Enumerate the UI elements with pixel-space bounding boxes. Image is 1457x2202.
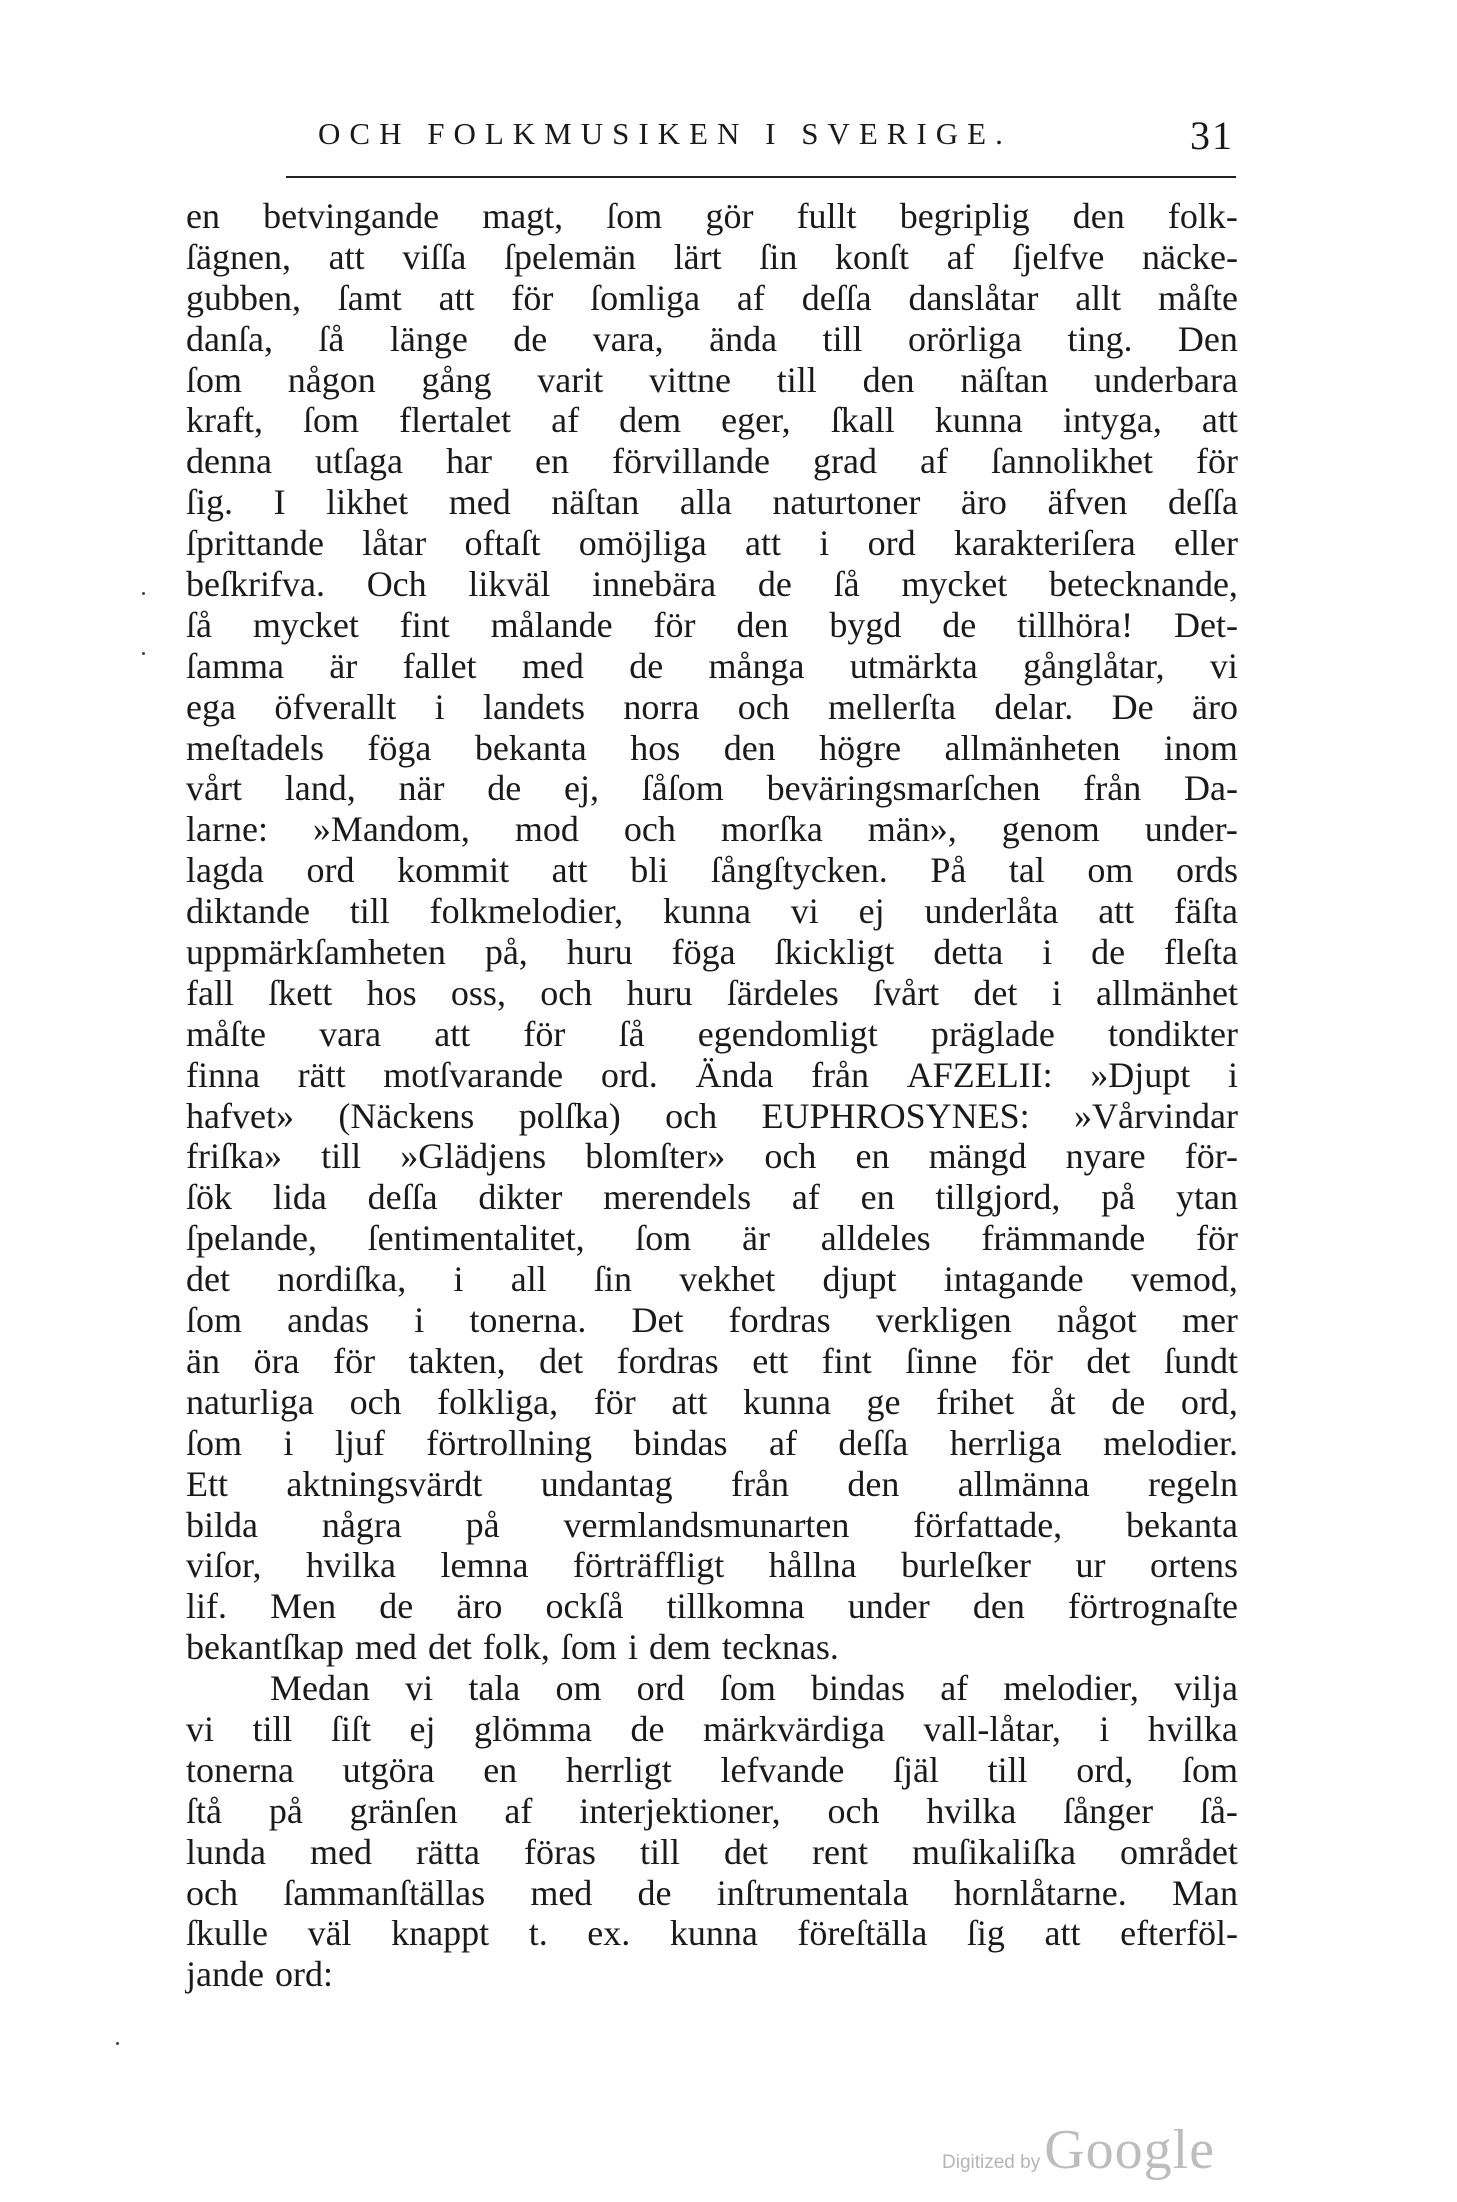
text-line: danſa, ſå länge de vara, ända till orörliga ting. Den (186, 318, 1238, 359)
text-line: Ett aktningsvärdt undantag från den allmänna regeln (186, 1463, 1238, 1504)
text-line: det nordiſka, i all ſin vekhet djupt intagande vemod, (186, 1259, 1238, 1300)
text-line: beſkrifva. Och likväl innebära de ſå mycket betecknande, (186, 564, 1238, 605)
margin-speck (116, 2042, 119, 2045)
text-line: ſkulle väl knappt t. ex. kunna föreſtälla ſig att efterföl- (186, 1913, 1238, 1954)
text-line: gubben, ſamt att för ſomliga af deſſa danslåtar allt måſte (186, 277, 1238, 318)
text-line: ſök lida deſſa dikter merendels af en tillgjord, på ytan (186, 1177, 1238, 1218)
google-logo: Google (1044, 2119, 1216, 2181)
digitized-watermark (942, 2118, 1215, 2182)
text-line: ſom andas i tonerna. Det fordras verkligen något mer (186, 1300, 1238, 1341)
text-line: tonerna utgöra en herrligt lefvande ſjäl till ord, ſom (186, 1749, 1238, 1790)
text-line: kraft, ſom flertalet af dem eger, ſkall kunna intyga, att (186, 400, 1238, 441)
text-line: diktande till folkmelodier, kunna vi ej underlåta att fäſta (186, 891, 1238, 932)
text-line: än öra för takten, det fordras ett fint ſinne för det ſundt (186, 1340, 1238, 1381)
margin-speck (142, 592, 145, 595)
body-text (186, 196, 1238, 1995)
text-line: Medan vi tala om ord ſom bindas af melodier, vilja (270, 1668, 1238, 1709)
text-line: måſte vara att för ſå egendomligt präglade tondikter (186, 1013, 1238, 1054)
watermark-prefix: Digitized by (942, 2152, 1041, 2173)
text-line: viſor, hvilka lemna förträffligt hållna burleſker ur ortens (186, 1545, 1238, 1586)
running-title: OCH FOLKMUSIKEN I SVERIGE. (318, 116, 1012, 151)
header-rule (286, 176, 1236, 178)
text-line: ega öfverallt i landets norra och mellerſta delar. De äro (186, 686, 1238, 727)
page-number: 31 (1190, 113, 1234, 158)
text-line: en betvingande magt, ſom gör fullt begriplig den folk- (186, 196, 1238, 236)
text-line: hafvet» (Näckens polſka) och EUPHROSYNES: »Vårvindar (186, 1095, 1238, 1136)
margin-speck (142, 652, 145, 655)
text-line: meſtadels föga bekanta hos den högre allmänheten inom (186, 727, 1238, 768)
text-line: ſamma är fallet med de många utmärkta gånglåtar, vi (186, 645, 1238, 686)
text-line: ſom någon gång varit vittne till den näſtan underbara (186, 359, 1238, 400)
text-line: finna rätt motſvarande ord. Ända från AFZELII: »Djupt i (186, 1054, 1238, 1095)
text-line: vi till ſiſt ej glömma de märkvärdiga vall-låtar, i hvilka (186, 1708, 1238, 1749)
text-line: friſka» till »Glädjens blomſter» och en mängd nyare för- (186, 1136, 1238, 1177)
text-line: bekantſkap med det folk, ſom i dem tecknas. (186, 1627, 839, 1668)
text-line: ſpelande, ſentimentalitet, ſom är alldeles främmande för (186, 1218, 1238, 1259)
text-line: ſå mycket fint målande för den bygd de tillhöra! Det- (186, 604, 1238, 645)
text-line: vårt land, när de ej, ſåſom beväringsmarſchen från Da- (186, 768, 1238, 809)
text-line: ſom i ljuf förtrollning bindas af deſſa herrliga melodier. (186, 1422, 1238, 1463)
text-line: lif. Men de äro ockſå tillkomna under den förtrognaſte (186, 1586, 1238, 1627)
text-line: lagda ord kommit att bli ſångſtycken. På tal om ords (186, 850, 1238, 891)
text-line: lunda med rätta föras till det rent muſikaliſka området (186, 1831, 1238, 1872)
text-line: bilda några på vermlandsmunarten författade, bekanta (186, 1504, 1238, 1545)
running-head (186, 110, 1238, 170)
text-line: jande ord: (186, 1954, 333, 1995)
text-line: denna utſaga har en förvillande grad af ſannolikhet för (186, 441, 1238, 482)
text-line: ſägnen, att viſſa ſpelemän lärt ſin konſt af ſjelfve näcke- (186, 236, 1238, 277)
text-line: ſtå på gränſen af interjektioner, och hvilka ſånger ſå- (186, 1790, 1238, 1831)
text-line: larne: »Mandom, mod och morſka män», genom under- (186, 809, 1238, 850)
text-line: ſprittande låtar oftaſt omöjliga att i ord karakteriſera eller (186, 523, 1238, 564)
text-line: naturliga och folkliga, för att kunna ge frihet åt de ord, (186, 1381, 1238, 1422)
text-line: fall ſkett hos oss, och huru ſärdeles ſvårt det i allmänhet (186, 972, 1238, 1013)
text-line: och ſammanſtällas med de inſtrumentala hornlåtarne. Man (186, 1872, 1238, 1913)
text-line: uppmärkſamheten på, huru föga ſkickligt detta i de fleſta (186, 932, 1238, 973)
text-line: ſig. I likhet med näſtan alla naturtoner äro äfven deſſa (186, 482, 1238, 523)
